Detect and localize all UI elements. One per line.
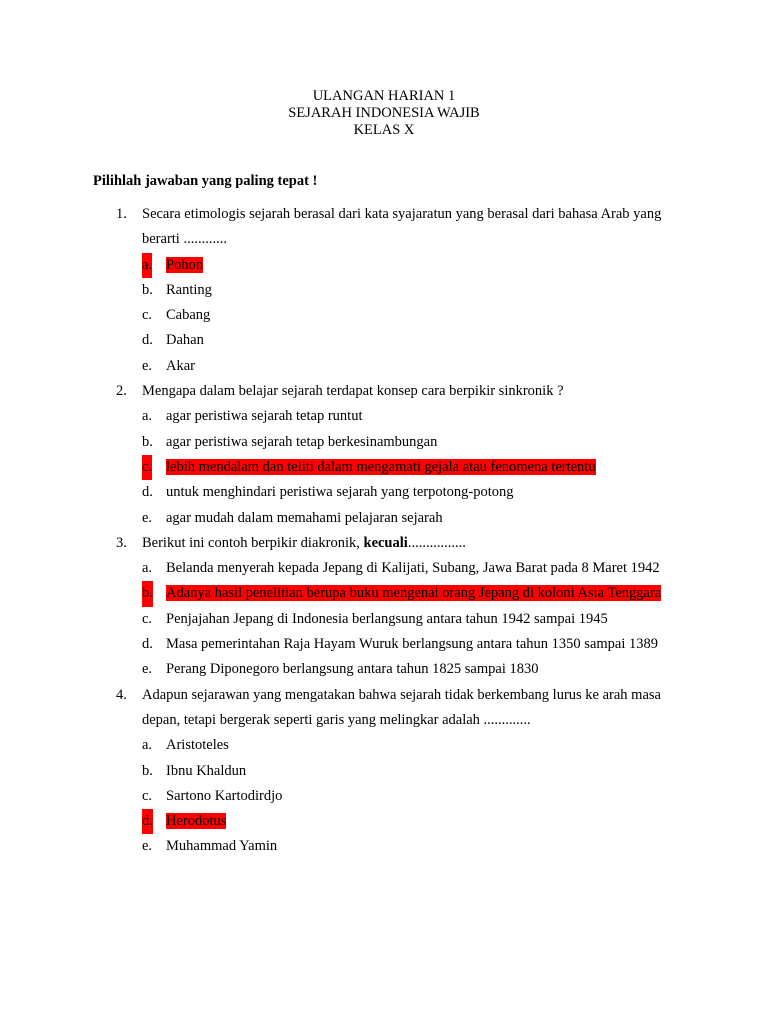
question-4 — [116, 683, 676, 860]
option-item — [142, 404, 676, 429]
question-text: Adapun sejarawan yang mengatakan bahwa sejarah tidak berkembang lurus ke arah masa depan, tetapi bergerak seperti garis yang melingkar adalah ............. — [142, 686, 661, 728]
option-list — [142, 556, 676, 682]
option-item — [142, 506, 676, 531]
question-list — [116, 202, 676, 860]
option-letter: b. — [142, 762, 153, 779]
option-item — [142, 657, 676, 682]
header-line-1: ULANGAN HARIAN 1 — [312, 88, 456, 104]
question-number: 4. — [116, 686, 127, 703]
option-text: agar peristiwa sejarah tetap runtut — [166, 408, 363, 425]
option-item — [142, 733, 676, 758]
question-3 — [116, 531, 676, 683]
instruction-text: Pilihlah jawaban yang paling tepat ! — [93, 173, 318, 189]
question-text: Secara etimologis sejarah berasal dari kata syajaratun yang berasal dari bahasa Arab yang berarti ............ — [142, 206, 662, 248]
option-text: Dahan — [166, 332, 204, 349]
option-text: Herodotus — [166, 813, 227, 830]
option-item — [142, 784, 676, 809]
option-item — [142, 354, 676, 379]
option-list — [142, 733, 676, 859]
option-item — [142, 632, 676, 657]
option-letter: b. — [142, 433, 153, 450]
question-text: Mengapa dalam belajar sejarah terdapat konsep cara berpikir sinkronik ? — [142, 383, 564, 400]
question-number: 2. — [116, 383, 127, 400]
option-letter: a. — [142, 737, 153, 754]
option-letter: b. — [142, 281, 153, 298]
option-item — [142, 253, 676, 278]
header-line-3: KELAS X — [353, 122, 415, 138]
option-text: Ibnu Khaldun — [166, 762, 247, 779]
question-number: 1. — [116, 206, 127, 222]
question-keyword: kecuali — [363, 534, 408, 551]
option-item — [142, 581, 676, 606]
option-letter: d. — [142, 636, 153, 653]
question-text-part: Berikut ini contoh berpikir diakronik, — [142, 534, 364, 551]
option-letter: a. — [142, 253, 152, 278]
option-item — [142, 278, 676, 303]
option-item — [142, 303, 676, 328]
option-item — [142, 556, 676, 581]
option-text: Perang Diponegoro berlangsung antara tahun 1825 sampai 1830 — [166, 661, 539, 678]
option-letter: e. — [142, 357, 153, 374]
option-text: agar peristiwa sejarah tetap berkesinambungan — [166, 433, 438, 450]
option-letter: d. — [142, 809, 153, 834]
option-text: Cabang — [166, 307, 211, 324]
option-text: Akar — [166, 357, 195, 374]
question-1 — [116, 202, 676, 379]
question-2 — [116, 379, 676, 531]
option-text: Sartono Kartodirdjo — [166, 787, 283, 804]
option-letter: e. — [142, 509, 153, 526]
option-letter: e. — [142, 661, 153, 678]
document-header — [0, 88, 768, 139]
option-item — [142, 480, 676, 505]
option-text: lebih mendalam dan teliti dalam mengamati gejala atau fenomena tertentu — [166, 458, 596, 475]
option-letter: d. — [142, 484, 153, 501]
option-text: Penjajahan Jepang di Indonesia berlangsung antara tahun 1942 sampai 1945 — [166, 610, 608, 627]
option-item — [142, 328, 676, 353]
option-letter: b. — [142, 581, 153, 606]
option-letter: a. — [142, 560, 153, 577]
option-text: Adanya hasil penelitian berupa buku mengenai orang Jepang di koloni Asia Tenggara — [166, 585, 662, 602]
option-list — [142, 404, 676, 530]
option-letter: a. — [142, 408, 153, 425]
option-text: untuk menghindari peristiwa sejarah yang terpotong-potong — [166, 484, 514, 501]
option-item — [142, 430, 676, 455]
option-item — [142, 607, 676, 632]
option-text: Muhammad Yamin — [166, 838, 278, 855]
option-letter: c. — [142, 787, 153, 804]
option-item — [142, 759, 676, 784]
option-list — [142, 253, 676, 379]
question-text-part: ................ — [407, 534, 466, 551]
option-letter: c. — [142, 307, 153, 324]
option-text: Pohon — [166, 256, 204, 273]
option-text: agar mudah dalam memahami pelajaran sejarah — [166, 509, 443, 526]
option-letter: c. — [142, 455, 152, 480]
option-item — [142, 809, 676, 834]
question-number: 3. — [116, 534, 127, 551]
option-text: Masa pemerintahan Raja Hayam Wuruk berlangsung antara tahun 1350 sampai 1389 — [166, 636, 659, 653]
question-text — [142, 535, 466, 551]
option-item — [142, 834, 676, 859]
option-letter: c. — [142, 610, 153, 627]
header-line-2: SEJARAH INDONESIA WAJIB — [288, 105, 480, 121]
option-text: Belanda menyerah kepada Jepang di Kalijati, Subang, Jawa Barat pada 8 Maret 1942 — [166, 560, 660, 577]
option-item — [142, 455, 676, 480]
option-text: Ranting — [166, 281, 212, 298]
option-letter: e. — [142, 838, 153, 855]
option-text: Aristoteles — [166, 737, 229, 754]
option-letter: d. — [142, 332, 153, 349]
